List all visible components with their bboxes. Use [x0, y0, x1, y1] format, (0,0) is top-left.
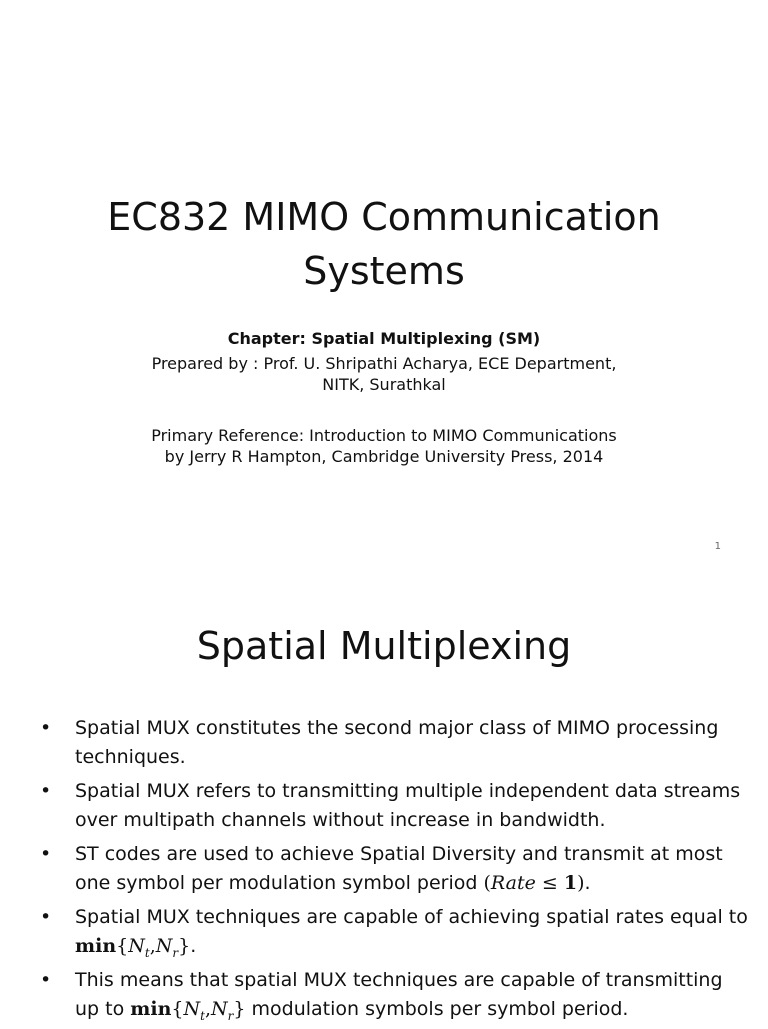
bullet-marker: • — [40, 780, 52, 802]
bullet-text: This means that spatial MUX techniques are capable of transmitting up to — [75, 969, 723, 1020]
math-comma: , — [204, 998, 211, 1020]
math-brace-close: } — [178, 935, 191, 957]
bullet-item — [40, 714, 750, 772]
prepared-by-line-2: NITK, Surathkal — [322, 375, 446, 394]
reference-line-2: by Jerry R Hampton, Cambridge University Press, 2014 — [164, 447, 604, 466]
math-brace-close: } — [233, 998, 246, 1020]
math-min: min — [75, 935, 117, 957]
bullet-item — [40, 903, 750, 961]
bullet-marker: • — [40, 843, 52, 865]
math-n: N — [211, 998, 228, 1020]
math-rate: Rate — [490, 872, 536, 894]
math-brace-open: { — [116, 935, 129, 957]
math-brace-open: { — [171, 998, 184, 1020]
bullet-list — [40, 714, 750, 1029]
math-sub-r: r — [172, 945, 179, 960]
bullet-item — [40, 777, 750, 835]
prepared-by — [90, 353, 678, 395]
bullet-text-end: modulation symbols per symbol period. — [245, 998, 629, 1020]
math-sub-t: t — [144, 945, 150, 960]
bullet-marker: • — [40, 969, 52, 991]
math-n: N — [183, 998, 201, 1020]
chapter-subtitle: Chapter: Spatial Multiplexing (SM) — [227, 329, 541, 348]
page-number: 1 — [714, 541, 721, 552]
math-open-paren: ( — [483, 872, 491, 894]
primary-reference — [90, 425, 678, 467]
math-n: N — [155, 935, 173, 957]
slide-2-title: Spatial Multiplexing — [196, 624, 572, 668]
reference-line-1: Primary Reference: Introduction to MIMO Communications — [151, 426, 617, 445]
bullet-text-end: . — [190, 935, 197, 957]
math-close-paren: ) — [577, 872, 585, 894]
bullet-marker: • — [40, 717, 52, 739]
math-sub-t: t — [200, 1008, 205, 1023]
bullet-marker: • — [40, 906, 52, 928]
bullet-text: Spatial MUX constitutes the second major class of MIMO processing techniques. — [75, 717, 719, 768]
bullet-item — [40, 840, 750, 898]
bullet-text: ST codes are used to achieve Spatial Diversity and transmit at most one symbol per modulation symbol period — [75, 843, 723, 894]
math-min: min — [130, 998, 172, 1020]
math-leq: ≤ — [535, 872, 564, 894]
bullet-text: Spatial MUX refers to transmitting multiple independent data streams over multipath channels without increase in bandwidth. — [75, 780, 741, 831]
slide-1-title: EC832 MIMO Communication Systems — [107, 195, 661, 293]
prepared-by-line-1: Prepared by : Prof. U. Shripathi Acharya, ECE Department, — [151, 354, 617, 373]
math-one: 1 — [563, 872, 578, 894]
slide-2 — [0, 576, 768, 1024]
math-n: N — [128, 935, 145, 957]
bullet-text: Spatial MUX techniques are capable of achieving spatial rates equal to — [75, 906, 748, 928]
bullet-item — [40, 966, 750, 1024]
math-comma: , — [149, 935, 156, 957]
bullet-text-end: . — [584, 872, 591, 894]
math-sub-r: r — [227, 1008, 234, 1023]
